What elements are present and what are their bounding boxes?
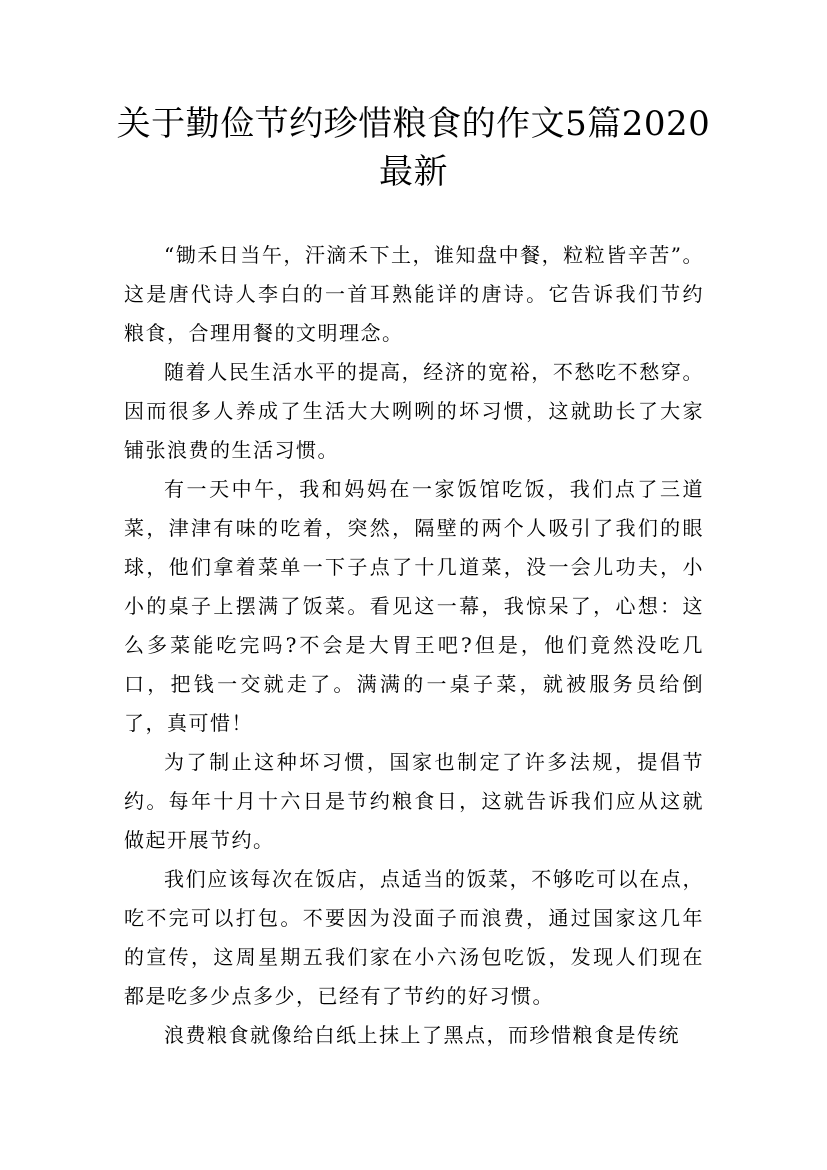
paragraph-6: 浪费粮食就像给白纸上抹上了黑点，而珍惜粮食是传统 — [164, 1023, 680, 1047]
document-body — [124, 236, 704, 1055]
paragraph-5: 我们应该每次在饭店，点适当的饭菜，不够吃可以在点，吃不完可以打包。不要因为没面子而浪费，通过国家这几年的宣传，这周星期五我们家在小六汤包吃饭，发现人们现在都是吃多少点多少，已经有了节约的好习惯。 — [124, 867, 704, 1008]
paragraph-4: 为了制止这种坏习惯，国家也制定了许多法规，提倡节约。每年十月十六日是节约粮食日，这就告诉我们应从这就做起开展节约。 — [124, 750, 704, 852]
document-title: 关于勤俭节约珍惜粮食的作文5篇2020最新 — [116, 104, 711, 192]
paragraph-2: 随着人民生活水平的提高，经济的宽裕，不愁吃不愁穿。因而很多人养成了生活大大咧咧的坏习惯，这就助长了大家铺张浪费的生活习惯。 — [124, 360, 704, 462]
paragraph-1: “锄禾日当午，汗滴禾下土，谁知盘中餐，粒粒皆辛苦”。这是唐代诗人李白的一首耳熟能详的唐诗。它告诉我们节约粮食，合理用餐的文明理念。 — [124, 243, 704, 345]
paragraph-3: 有一天中午，我和妈妈在一家饭馆吃饭，我们点了三道菜，津津有味的吃着，突然，隔壁的两个人吸引了我们的眼球，他们拿着菜单一下子点了十几道菜，没一会儿功夫，小小的桌子上摆满了饭菜。看见这一幕，我惊呆了，心想：这么多菜能吃完吗?不会是大胃王吧?但是，他们竟然没吃几口，把钱一交就走了。满满的一桌子菜，就被服务员给倒了，真可惜！ — [124, 477, 704, 735]
